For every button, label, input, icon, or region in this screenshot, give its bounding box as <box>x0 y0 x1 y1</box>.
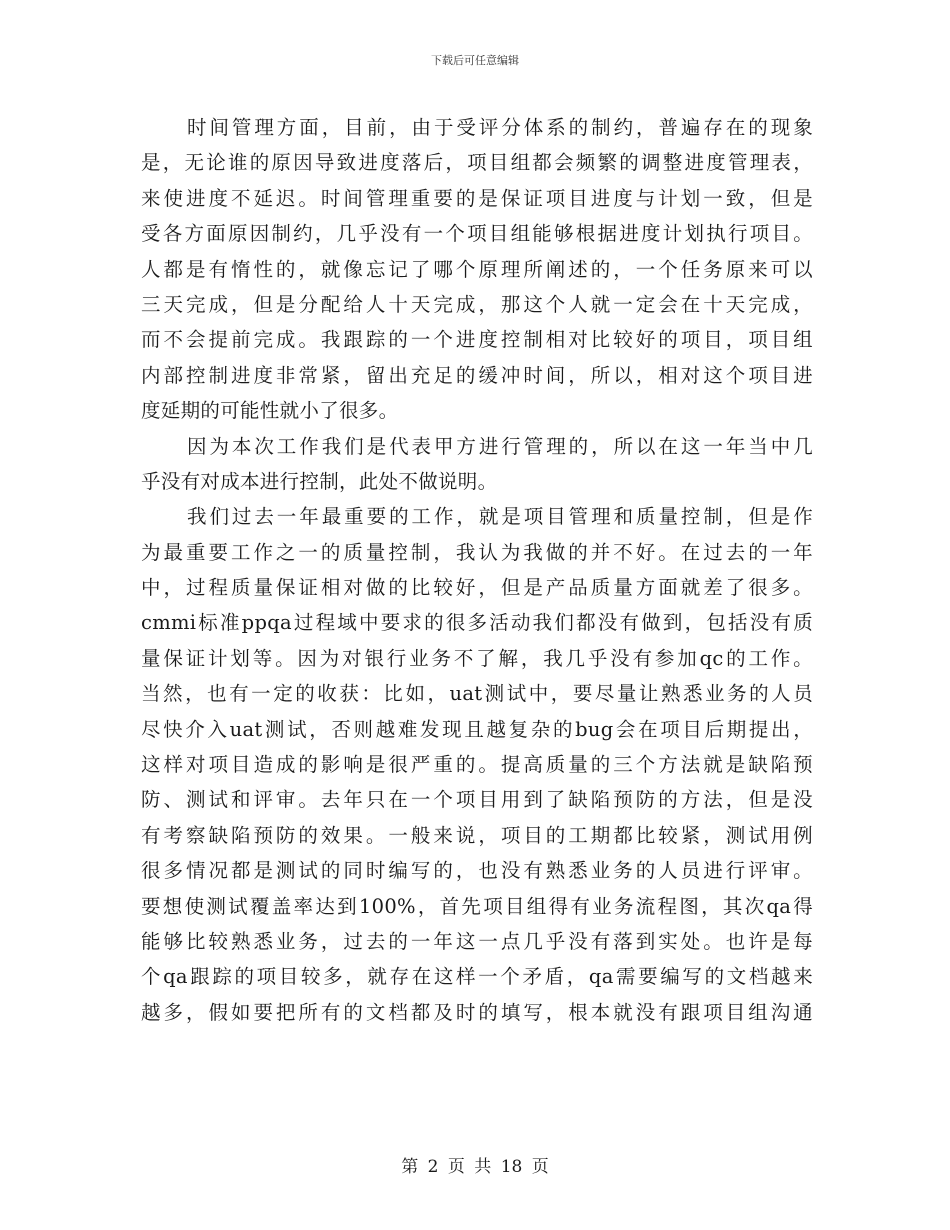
paragraph-quality-control <box>141 499 813 1030</box>
text-line: 越多，假如要把所有的文档都及时的填写，根本就没有跟项目组沟通 <box>141 1000 813 1024</box>
text-line: 来使进度不延迟。时间管理重要的是保证项目进度与计划一致，但是 <box>141 186 813 210</box>
text-line: 乎没有对成本进行控制，此处不做说明。 <box>141 469 498 493</box>
text-line: 量保证计划等。因为对银行业务不了解，我几乎没有参加qc的工作。 <box>141 646 813 670</box>
text-line: 人都是有惰性的，就像忘记了哪个原理所阐述的，一个任务原来可以 <box>141 257 813 281</box>
text-line: 这样对项目造成的影响是很严重的。提高质量的三个方法就是缺陷预 <box>141 753 813 777</box>
text-line: 受各方面原因制约，几乎没有一个项目组能够根据进度计划执行项目。 <box>141 222 813 246</box>
text-line: 三天完成，但是分配给人十天完成，那这个人就一定会在十天完成， <box>141 292 813 316</box>
text-line: 当然，也有一定的收获：比如，uat测试中，要尽量让熟悉业务的人员 <box>141 682 813 706</box>
text-line: 为最重要工作之一的质量控制，我认为我做的并不好。在过去的一年 <box>141 540 813 564</box>
text-line: cmmi标准ppqa过程域中要求的很多活动我们都没有做到，包括没有质 <box>141 611 813 635</box>
text-line: 是，无论谁的原因导致进度落后，项目组都会频繁的调整进度管理表， <box>141 151 813 175</box>
text-line: 我们过去一年最重要的工作，就是项目管理和质量控制，但是作 <box>187 505 813 529</box>
text-line: 防、测试和评审。去年只在一个项目用到了缺陷预防的方法，但是没 <box>141 788 813 812</box>
paragraph-cost-control <box>141 429 813 500</box>
text-line: 很多情况都是测试的同时编写的，也没有熟悉业务的人员进行评审。 <box>141 859 813 883</box>
page-footer: 第 2 页 共 18 页 <box>401 1157 549 1177</box>
text-line: 要想使测试覆盖率达到100%，首先项目组得有业务流程图，其次qa得 <box>141 894 813 918</box>
text-line: 度延期的可能性就小了很多。 <box>141 399 399 423</box>
text-line: 个qa跟踪的项目较多，就存在这样一个矛盾，qa需要编写的文档越来 <box>141 965 813 989</box>
document-body <box>141 110 813 1030</box>
text-line: 时间管理方面，目前，由于受评分体系的制约，普遍存在的现象 <box>187 116 813 139</box>
text-line: 尽快介入uat测试，否则越难发现且越复杂的bug会在项目后期提出， <box>141 717 813 741</box>
text-line: 能够比较熟悉业务，过去的一年这一点几乎没有落到实处。也许是每 <box>141 929 813 953</box>
text-line: 中，过程质量保证相对做的比较好，但是产品质量方面就差了很多。 <box>141 576 813 600</box>
paragraph-time-management <box>141 110 813 429</box>
text-line: 内部控制进度非常紧，留出充足的缓冲时间，所以，相对这个项目进 <box>141 363 813 387</box>
text-line: 而不会提前完成。我跟踪的一个进度控制相对比较好的项目，项目组 <box>141 328 813 352</box>
text-line: 有考察缺陷预防的效果。一般来说，项目的工期都比较紧，测试用例 <box>141 823 813 847</box>
page-header: 下载后可任意编辑 <box>431 54 519 67</box>
text-line: 因为本次工作我们是代表甲方进行管理的，所以在这一年当中几 <box>187 434 813 458</box>
